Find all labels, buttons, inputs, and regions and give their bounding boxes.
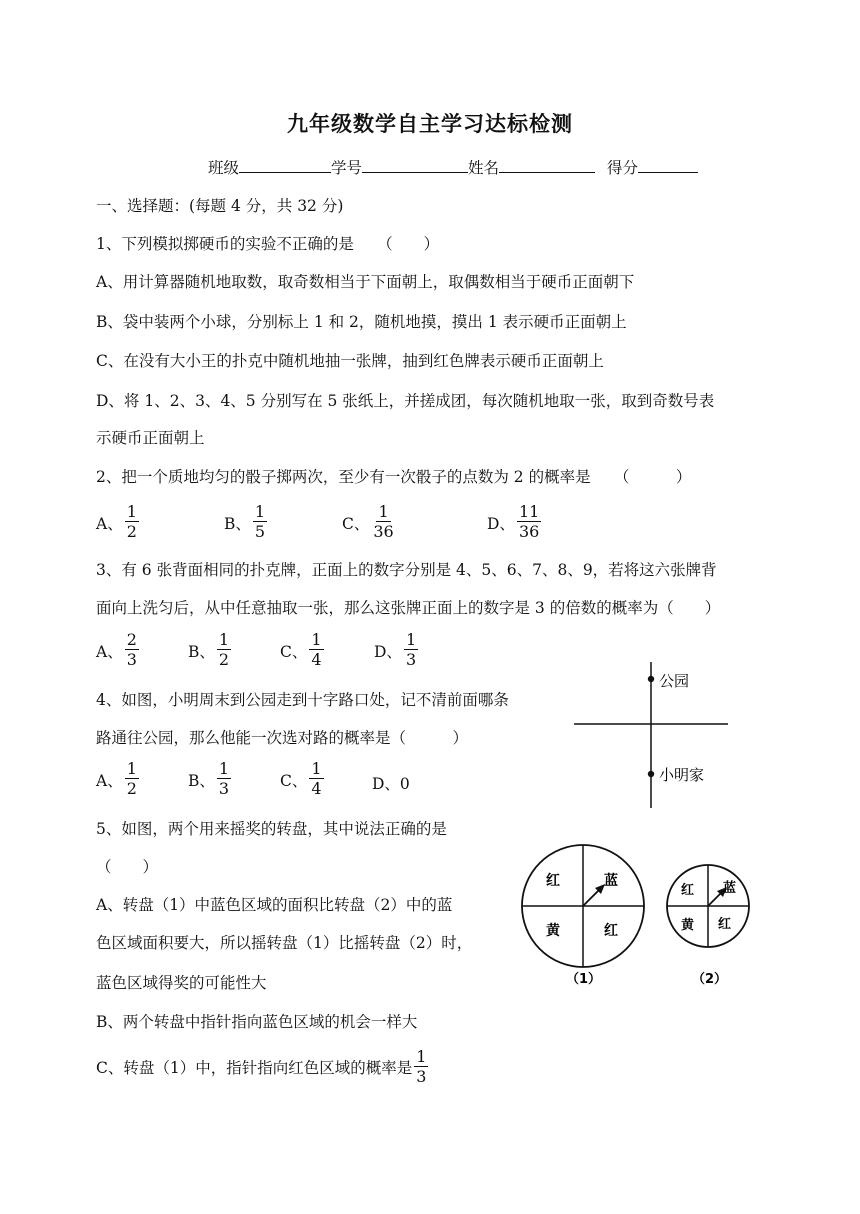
q3-option-c: C、 $\frac{1}{4}$ xyxy=(280,630,322,669)
wheel-2-caption: （2） xyxy=(692,972,728,987)
fraction: $\frac{1}{2}$ xyxy=(218,630,230,669)
q1-option-b: B、袋中装两个小球，分别标上 1 和 2，随机地摸，摸出 1 表示硬币正面朝上 xyxy=(96,313,627,331)
name-blank[interactable] xyxy=(499,157,595,173)
class-label: 班级 xyxy=(208,159,240,177)
wheel-1-sector-br: 红 xyxy=(604,923,618,939)
wheel-2 xyxy=(667,865,749,987)
q4-stem-line2: 路通往公园，那么他能一次选对路的概率是（ ） xyxy=(96,729,469,747)
fraction: $\frac{1}{2}$ xyxy=(126,759,137,798)
crossroad-figure xyxy=(570,658,740,813)
q5-option-a-line3: 蓝色区域得奖的可能性大 xyxy=(96,974,267,992)
wheel-2-sector-tl: 红 xyxy=(681,883,695,898)
q3-option-a: A、 $\frac{2}{3}$ xyxy=(96,630,137,669)
q4-option-c: C、 $\frac{1}{4}$ xyxy=(280,759,322,798)
q2-option-b: B、 $\frac{1}{5}$ xyxy=(224,502,266,541)
park-dot xyxy=(648,676,654,682)
fraction: $\frac{1}{4}$ xyxy=(311,630,322,669)
q5-option-a-line2: 色区域面积要大，所以摇转盘（1）比摇转盘（2）时， xyxy=(96,934,473,952)
q3-option-d: D、 $\frac{1}{3}$ xyxy=(374,630,417,669)
fraction: $\frac{11}{36}$ xyxy=(518,502,540,541)
wheel-2-sector-tr: 蓝 xyxy=(723,881,737,896)
spinner-wheels-figure xyxy=(510,840,750,990)
q2-option-d: D、 $\frac{11}{36}$ xyxy=(487,502,540,541)
home-dot xyxy=(648,771,654,777)
q1-option-d-line2: 示硬币正面朝上 xyxy=(96,429,205,447)
q5-option-a-line1: A、转盘（1）中蓝色区域的面积比转盘（2）中的蓝 xyxy=(96,896,453,914)
wheel-1-sector-bl: 黄 xyxy=(546,923,560,939)
q3-option-b: B、 $\frac{1}{2}$ xyxy=(188,630,230,669)
park-label: 公园 xyxy=(659,672,690,690)
fraction: $\frac{1}{5}$ xyxy=(254,502,266,541)
q2-option-a: A、 $\frac{1}{2}$ xyxy=(96,502,137,541)
student-info-line xyxy=(208,156,698,178)
fraction: $\frac{1}{3}$ xyxy=(405,630,417,669)
wheel-2-sector-br: 红 xyxy=(718,917,732,932)
exam-page: 九年级数学自主学习达标检测 班级 学号 姓名 得分 一、选择题：(每题 4 分，共 32 分) 1、下列模拟掷硬币的实验不正确的是 （ ） A、用计算器随机地取数，取奇数相当于下面朝上，取偶数相当于硬币正面朝下 B、袋中装两个小球，分别标上 1 和 2，随机地摸，摸出 1 表示硬币正面朝上 C、在没有大小王的扑克中随机地抽一张牌，抽到红色牌表示硬币正面朝上 D、将 1、2、3、4、5 分别写在 5 张纸上，并搓成团，每次随机地取一张，取到奇数号表 示硬币正面朝上 2、把一个质地均匀的骰子掷两次，至少有一次骰子的点数为 2 的概率是 （ ） A、 $\frac{1}{2}$ B、 $\frac{1}{5}$ C、 $\frac{1}{36}$ D、 $\frac{11}{36}$ 3、有 6 张背面相同的扑克牌，正面上的数字分别是 4、5、6、7、8、9，若将这六张牌背 面向上洗匀后，从中任意抽取一张，那么这张牌正面上的数字是 3 的倍数的概率为（ ） A、 $\frac{2}{3}$ B、 $\frac{1}{2}$ C、 $\frac{1}{4}$ D、 $\frac{1}{3}$ 4、如图，小明周末到公园走到十字路口处，记不清前面哪条 路通往公园，那么他能一次选对路的概率是（ ） A、 $\frac{1}{2}$ B、 $\frac{1}{3}$ C、 $\frac{1}{4}$ D、0 公园 小明家 5、如图，两个用来摇奖的转盘，其中说法正确的是 （ ） A、转盘（1）中蓝色区域的面积比转盘（2）中的蓝 色区域面积要大，所以摇转盘（1）比摇转盘（2）时， 蓝色区域得奖的可能性大 B、两个转盘中指针指向蓝色区域的机会一样大 C、转盘（1）中，指针指向红色区域的概率是 $\frac{1}{3}$ 红 蓝 黄 红 （1） 红 蓝 黄 红 （2） xyxy=(0,0,860,1214)
fraction: $\frac{1}{36}$ xyxy=(373,502,394,541)
q1-stem: 1、下列模拟掷硬币的实验不正确的是 （ ） xyxy=(96,235,440,253)
q1-option-d-line1: D、将 1、2、3、4、5 分别写在 5 张纸上，并搓成团，每次随机地取一张，取到奇数号表 xyxy=(96,392,715,410)
q4-option-d: D、0 xyxy=(372,775,410,793)
q2-option-c: C、 $\frac{1}{36}$ xyxy=(342,502,394,541)
q5-stem-line2: （ ） xyxy=(96,858,159,876)
q5-option-b: B、两个转盘中指针指向蓝色区域的机会一样大 xyxy=(96,1013,418,1031)
q4-stem-line1: 4、如图，小明周末到公园走到十字路口处，记不清前面哪条 xyxy=(96,691,509,709)
fraction: $\frac{2}{3}$ xyxy=(126,630,137,669)
page-title: 九年级数学自主学习达标检测 xyxy=(287,111,573,136)
wheel-1-sector-tr: 蓝 xyxy=(604,873,618,889)
number-label: 学号 xyxy=(331,159,363,177)
class-blank[interactable] xyxy=(239,157,331,173)
fraction: $\frac{1}{4}$ xyxy=(311,759,322,798)
fraction: $\frac{1}{3}$ xyxy=(416,1046,427,1086)
fraction: $\frac{1}{3}$ xyxy=(218,759,230,798)
wheel-1-caption: （1） xyxy=(566,972,602,987)
wheel-2-sector-bl: 黄 xyxy=(681,918,695,933)
wheel-1-sector-tl: 红 xyxy=(546,873,560,889)
q2-stem: 2、把一个质地均匀的骰子掷两次，至少有一次骰子的点数为 2 的概率是 （ ） xyxy=(96,468,692,486)
q4-option-a: A、 $\frac{1}{2}$ xyxy=(96,759,137,798)
q5-stem-line1: 5、如图，两个用来摇奖的转盘，其中说法正确的是 xyxy=(96,820,447,838)
name-label: 姓名 xyxy=(468,159,500,177)
q3-stem-line2: 面向上洗匀后，从中任意抽取一张，那么这张牌正面上的数字是 3 的倍数的概率为（ ） xyxy=(96,599,721,617)
home-label: 小明家 xyxy=(659,766,705,784)
q1-option-c: C、在没有大小王的扑克中随机地抽一张牌，抽到红色牌表示硬币正面朝上 xyxy=(96,352,604,370)
q1-option-a: A、用计算器随机地取数，取奇数相当于下面朝上，取偶数相当于硬币正面朝下 xyxy=(96,273,635,291)
score-blank[interactable] xyxy=(638,157,698,173)
q3-stem-line1: 3、有 6 张背面相同的扑克牌，正面上的数字分别是 4、5、6、7、8、9，若将这六张牌背 xyxy=(96,561,717,579)
wheel-1 xyxy=(522,845,644,987)
section-heading: 一、选择题：(每题 4 分，共 32 分) xyxy=(96,197,344,215)
q4-option-b: B、 $\frac{1}{3}$ xyxy=(188,759,230,798)
number-blank[interactable] xyxy=(362,157,468,173)
fraction: $\frac{1}{2}$ xyxy=(126,502,137,541)
score-label: 得分 xyxy=(607,159,639,177)
